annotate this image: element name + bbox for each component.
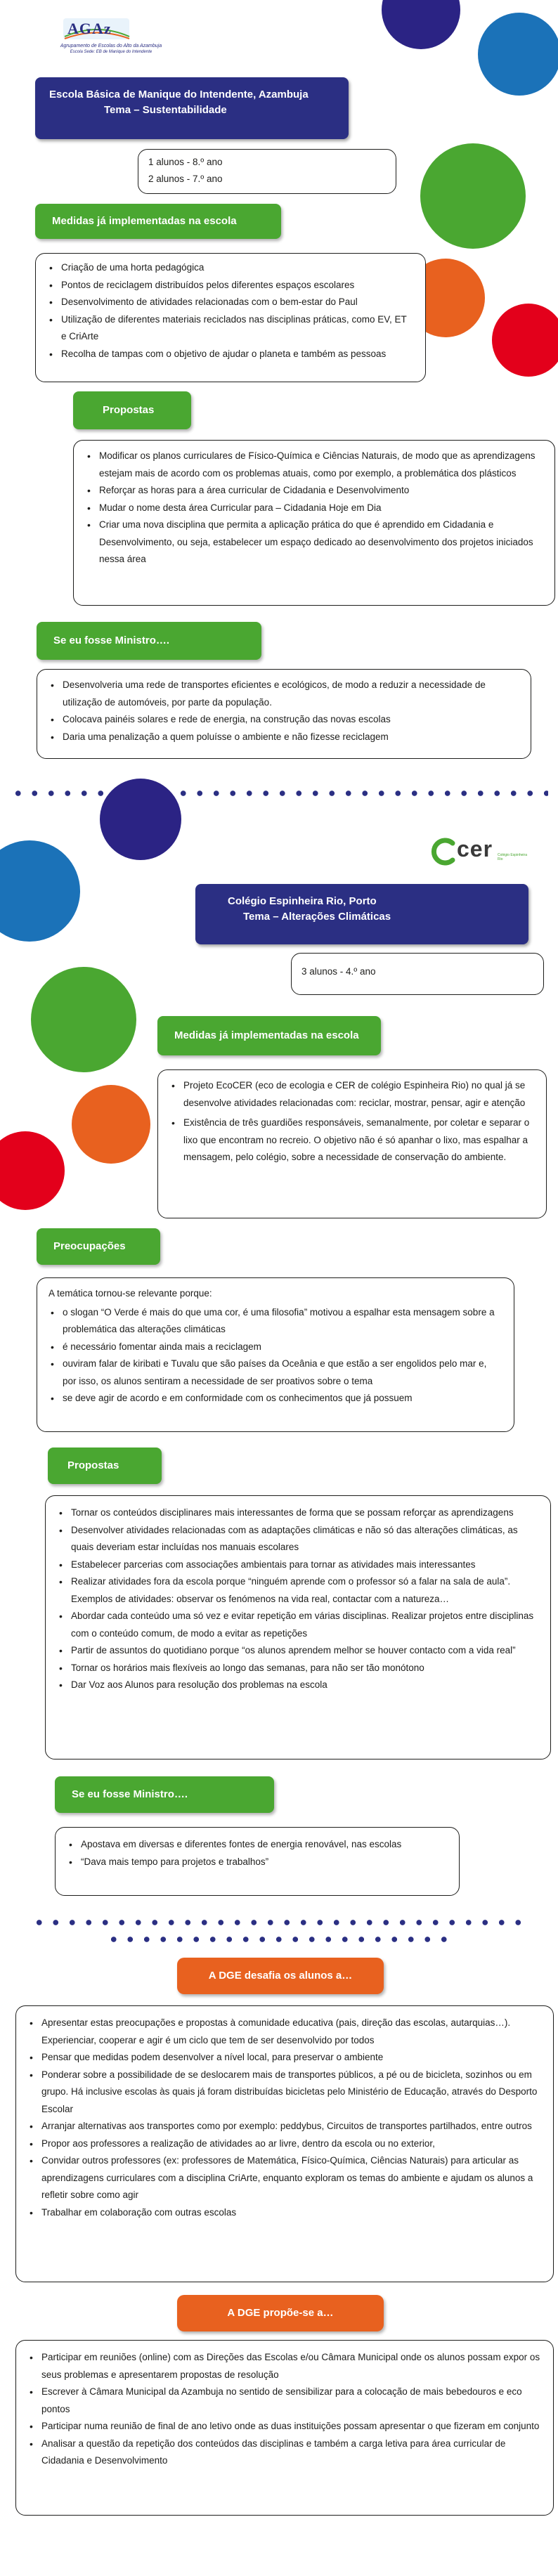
- decor-circle-indigo: [100, 779, 181, 860]
- decor-circle-indigo: [382, 0, 460, 49]
- list-item: • Estabelecer parcerias com associações ambientais para tornar as atividades mais interessantes: [57, 1556, 539, 1574]
- list-item: • Desenvolvimento de atividades relacionadas com o bem-estar do Paul: [47, 294, 414, 311]
- school1-minister-list: [48, 677, 519, 746]
- decor-circle-green: [31, 967, 136, 1072]
- list-item: • o slogan “O Verde é mais do que uma cor, é uma filosofia” motivou a espalhar esta mensagem sobre a problemática das alterações climáticas: [48, 1304, 502, 1339]
- dge-challenge-box: [15, 2005, 554, 2282]
- list-item: • Dar Voz aos Alunos para resolução dos problemas na escola: [57, 1677, 539, 1694]
- decor-circle-red: [0, 1131, 65, 1210]
- school1-students-box: [138, 149, 396, 194]
- school1-title-box: [35, 77, 349, 139]
- school1-minister-tab: Se eu fosse Ministro….: [37, 622, 261, 660]
- school2-theme: Tema – Alterações Climáticas: [243, 911, 391, 923]
- list-item: • Existência de três guardiões responsáveis, semanalmente, por coletar e separar o lixo que encontram no recreio. O objetivo não é só apanhar o lixo, mas espalhar a mensagem, pelo colégio, sobre a necessidade de conservação do ambiente.: [169, 1114, 535, 1166]
- school2-minister-tab: Se eu fosse Ministro….: [55, 1776, 274, 1813]
- school2-concerns-intro: A temática tornou-se relevante porque:: [48, 1288, 212, 1299]
- list-item: • Arranjar alternativas aos transportes como por exemplo: peddybus, Circuitos de transportes partilhados, entre outros: [27, 2118, 542, 2135]
- list-item: • Criar uma nova disciplina que permita a aplicação prática do que é aprendido em Cidadania e Desenvolvimento, ou seja, estabelecer um espaço dedicado ao desenvolvimento dos projetos iniciados nessa área: [85, 516, 543, 568]
- list-item: • Propor aos professores a realização de atividades ao ar livre, dentro da escola ou no exterior,: [27, 2135, 542, 2153]
- school1-students-1: 1 alunos - 8.º ano: [148, 157, 223, 167]
- cer-logo-subtext: Colégio Espinheira Rio: [498, 853, 527, 861]
- school1-minister-box: [37, 669, 531, 759]
- school2-proposals-list: [57, 1504, 539, 1694]
- school2-minister-list: [67, 1836, 448, 1871]
- list-item: • Daria uma penalização a quem poluísse o ambiente e não fizesse reciclagem: [48, 729, 519, 746]
- cer-logo-text: cer: [457, 836, 493, 861]
- school2-measures-list: [169, 1077, 535, 1166]
- decor-circle-green: [420, 143, 526, 249]
- decor-circle-blue: [0, 840, 80, 942]
- list-item: • Colocava painéis solares e rede de energia, na construção das novas escolas: [48, 711, 519, 729]
- list-item: • Tornar os horários mais flexíveis ao longo das semanas, para não ser tão monótono: [57, 1660, 539, 1677]
- decor-circle-orange: [72, 1085, 150, 1164]
- list-item: • Pensar que medidas podem desenvolver a nível local, para preservar o ambiente: [27, 2049, 542, 2067]
- list-item: • Apostava em diversas e diferentes fontes de energia renovável, nas escolas: [67, 1836, 448, 1854]
- logo-agaz: [41, 15, 181, 55]
- list-item: • Apresentar estas preocupações e propostas à comunidade educativa (pais, direção das escolas, autarquias…). Experienciar, cooperar e agir é um ciclo que tem de ser desenvolvido por todos: [27, 2015, 542, 2049]
- school2-students-box: [291, 953, 544, 995]
- school1-measures-box: [35, 253, 426, 382]
- list-item: • “Dava mais tempo para projetos e trabalhos”: [67, 1854, 448, 1871]
- school1-theme: Tema – Sustentabilidade: [104, 104, 227, 116]
- school2-proposals-tab: Propostas: [48, 1448, 162, 1484]
- decor-circle-red: [492, 304, 558, 377]
- agaz-caption-line2: Escola Sede: EB de Manique do Intendente: [70, 50, 153, 54]
- dotted-divider: [10, 788, 548, 799]
- school1-measures-tab: Medidas já implementadas na escola: [35, 204, 281, 239]
- school2-proposals-box: [45, 1495, 551, 1759]
- list-item: • Mudar o nome desta área Curricular para – Cidadania Hoje em Dia: [85, 500, 543, 517]
- school2-title-box: [195, 884, 528, 944]
- list-item: • Participar em reuniões (online) com as Direções das Escolas e/ou Câmara Municipal onde os alunos possam expor os seus problemas e apresentarem propostas de resolução: [27, 2349, 542, 2383]
- dge-challenge-list: [27, 2015, 542, 2221]
- list-item: • Tornar os conteúdos disciplinares mais interessantes de forma que se possam reforçar as aprendizagens: [57, 1504, 539, 1522]
- list-item: • Partir de assuntos do quotidiano porque “os alunos aprendem melhor se houver contacto com a vida real”: [57, 1642, 539, 1660]
- dge-challenge-tab: A DGE desafia os alunos a…: [177, 1958, 384, 1994]
- list-item: • Convidar outros professores (ex: professores de Matemática, Físico-Química, Ciências Naturais) para articular as aprendizagens curriculares com a disciplina CriArte, enquanto exploram os temas do ambiente e ajudam os alunos a refletir sobre como agir: [27, 2152, 542, 2204]
- list-item: • se deve agir de acordo e em conformidade com os conhecimentos que já possuem: [48, 1390, 502, 1407]
- list-item: • Escrever à Câmara Municipal da Azambuja no sentido de sensibilizar para a colocação de mais bebedouros e eco pontos: [27, 2383, 542, 2418]
- logo-cer: [429, 835, 534, 871]
- school1-title: Escola Básica de Manique do Intendente, Azambuja: [49, 89, 309, 100]
- dotted-divider: [31, 1917, 531, 1928]
- list-item: • Trabalhar em colaboração com outras escolas: [27, 2204, 542, 2222]
- list-item: • Ponderar sobre a possibilidade de se deslocarem mais de transportes públicos, a pé ou de bicicleta, sozinhos ou em grupo. Há inclusive escolas às quais já foram distribuídas bicicletas pelo Ministério de Educação, através do Desporto Escolar: [27, 2067, 542, 2119]
- list-item: • Participar numa reunião de final de ano letivo onde as duas instituições possam apresentar o que fizeram em conjunto: [27, 2418, 542, 2435]
- school1-proposals-box: [73, 440, 555, 606]
- dotted-divider: [105, 1934, 453, 1945]
- school2-measures-tab: Medidas já implementadas na escola: [157, 1016, 381, 1055]
- list-item: • Utilização de diferentes materiais reciclados nas disciplinas práticas, como EV, ET e CriArte: [47, 311, 414, 346]
- school2-measures-box: [157, 1069, 547, 1218]
- list-item: • Recolha de tampas com o objetivo de ajudar o planeta e também as pessoas: [47, 346, 414, 363]
- school2-students-1: 3 alunos - 4.º ano: [301, 966, 376, 977]
- list-item: • Reforçar as horas para a área curricular de Cidadania e Desenvolvimento: [85, 482, 543, 500]
- school2-title: Colégio Espinheira Rio, Porto: [228, 895, 377, 907]
- school2-concerns-box: [37, 1277, 514, 1432]
- cer-leaf-icon: [429, 838, 457, 866]
- list-item: • Modificar os planos curriculares de Físico-Química e Ciências Naturais, de modo que as aprendizagens estejam mais de acordo com os problemas atuais, como por exemplo, a problemática dos plásticos: [85, 448, 543, 482]
- list-item: • Projeto EcoCER (eco de ecologia e CER de colégio Espinheira Rio) no qual já se desenvolve atividades relacionadas com: reciclar, mostrar, pensar, agir e atenção: [169, 1077, 535, 1112]
- school1-students-2: 2 alunos - 7.º ano: [148, 174, 223, 184]
- list-item: • Desenvolveria uma rede de transportes eficientes e ecológicos, de modo a reduzir a necessidade de utilização de automóveis, por parte da população.: [48, 677, 519, 711]
- agaz-caption-line1: Agrupamento de Escolas do Alto da Azambuja: [60, 44, 162, 48]
- school1-measures-list: [47, 259, 414, 363]
- school2-concerns-tab: Preocupações: [37, 1228, 160, 1265]
- list-item: • Criação de uma horta pedagógica: [47, 259, 414, 277]
- list-item: • Pontos de reciclagem distribuídos pelos diferentes espaços escolares: [47, 277, 414, 294]
- list-item: • Analisar a questão da repetição dos conteúdos das disciplinas e também a carga letiva para área curricular de Cidadania e Desenvolvimento: [27, 2435, 542, 2470]
- school2-concerns-list: [48, 1304, 502, 1407]
- dge-proposes-box: [15, 2340, 554, 2516]
- dge-proposes-list: [27, 2349, 542, 2470]
- school1-proposals-tab: Propostas: [73, 391, 191, 429]
- list-item: • ouviram falar de kiribati e Tuvalu que são países da Oceânia e que estão a ser engolidos pelo mar e, por isso, os alunos sentiram a necessidade de ser proativos sobre o tema: [48, 1355, 502, 1390]
- school2-minister-box: [55, 1827, 460, 1896]
- agaz-logo-letters: AGAz: [67, 20, 112, 37]
- school1-proposals-list: [85, 448, 543, 568]
- list-item: • Abordar cada conteúdo uma só vez e evitar repetição em várias disciplinas. Realizar projetos entre disciplinas com o conteúdo comum, de modo a evitar as repetições: [57, 1608, 539, 1642]
- dge-proposes-tab: A DGE propõe-se a…: [177, 2295, 384, 2331]
- list-item: • Realizar atividades fora da escola porque “ninguém aprende com o professor só a falar na sala de aula”. Exemplos de atividades: observar os fenómenos na vida real, contactar com a natureza…: [57, 1573, 539, 1608]
- list-item: • Desenvolver atividades relacionadas com as adaptações climáticas e não só das alterações climáticas, as quais deveriam estar incluídas nos manuais escolares: [57, 1522, 539, 1556]
- decor-circle-blue: [478, 13, 558, 96]
- list-item: • é necessário fomentar ainda mais a reciclagem: [48, 1339, 502, 1356]
